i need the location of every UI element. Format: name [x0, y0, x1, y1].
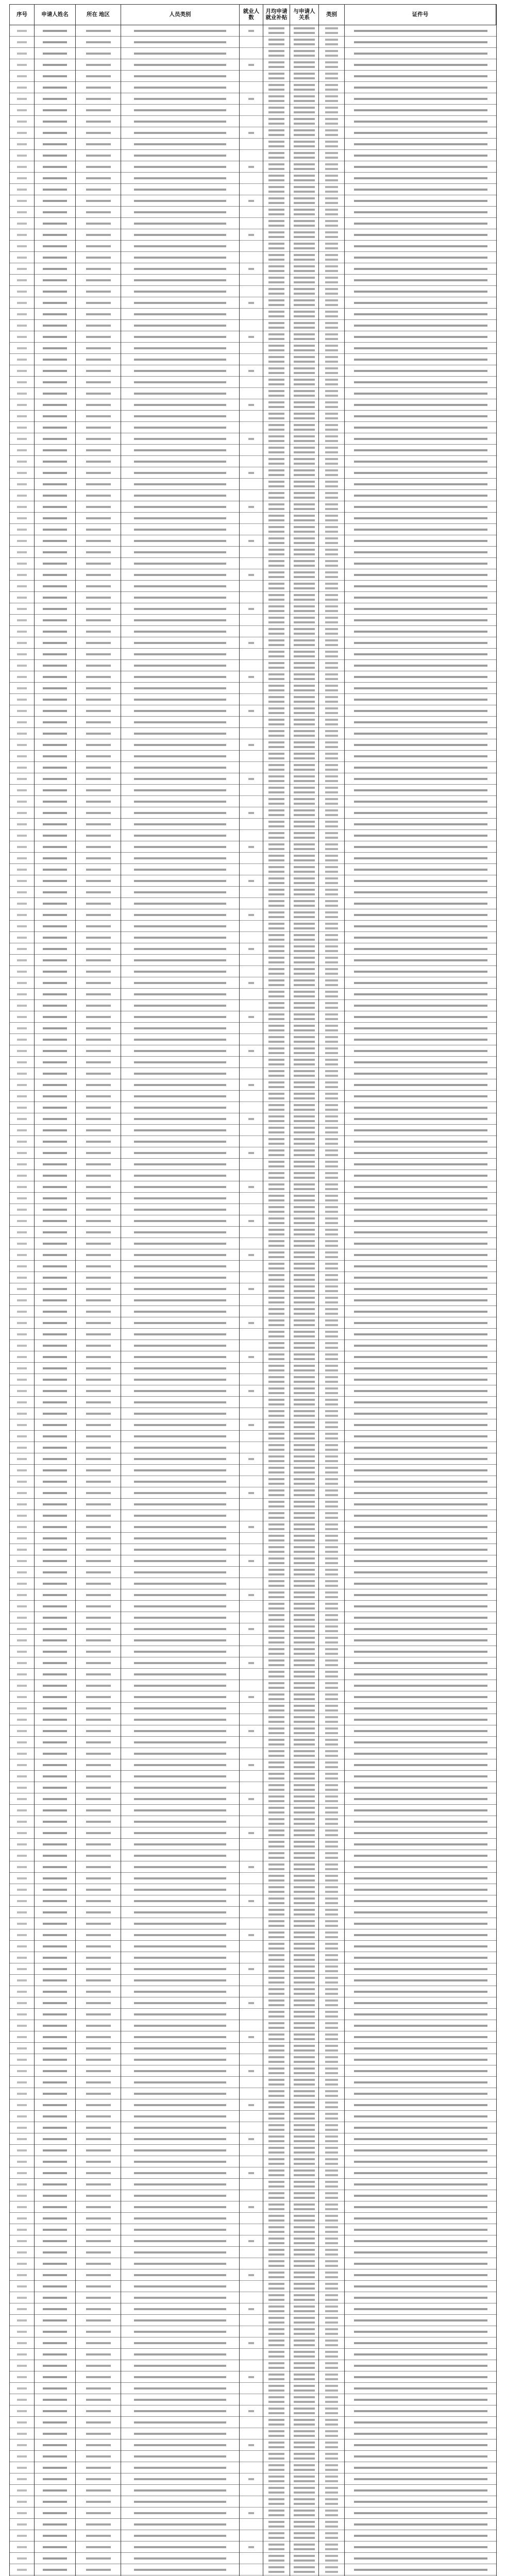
header-area: 所在 地区 — [76, 5, 121, 25]
header-cert: 证件号 — [345, 5, 496, 25]
header-relation: 与申请人关系 — [290, 5, 319, 25]
column-seq — [10, 25, 35, 2576]
column-area — [76, 25, 121, 2576]
applicant-table — [9, 4, 497, 2576]
column-category — [121, 25, 240, 2576]
header-category: 人员类别 — [121, 5, 240, 25]
header-count: 就业人数 — [240, 5, 263, 25]
header-type: 类别 — [319, 5, 345, 25]
header-name: 申请人姓名 — [35, 5, 76, 25]
column-subsidy — [263, 25, 290, 2576]
header-subsidy: 月均申请就业补贴 — [263, 5, 290, 25]
column-cert — [345, 25, 496, 2576]
column-relation — [290, 25, 319, 2576]
column-name — [35, 25, 76, 2576]
column-count — [240, 25, 263, 2576]
column-type — [319, 25, 345, 2576]
header-seq: 序号 — [10, 5, 35, 25]
